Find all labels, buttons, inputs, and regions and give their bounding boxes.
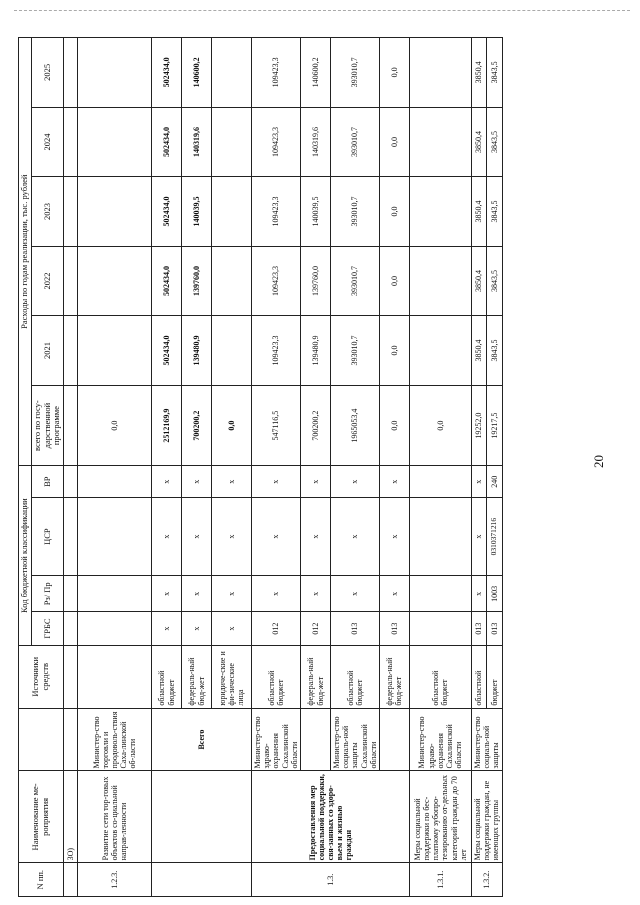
col-csr: ЦСР	[31, 497, 63, 575]
table-row: федераль-ный бюд-жет x x x x 700200,2 139480,9 139760,0 140039,5 140319,6 140600,2	[182, 38, 212, 897]
table-row	[64, 38, 78, 897]
header-row-1	[19, 38, 32, 897]
row-num: 1.3.1.	[409, 863, 471, 897]
row-source: федераль-ный бюд-жет	[301, 645, 331, 708]
page-number: 20	[591, 455, 606, 468]
row-total: 0,0	[409, 385, 471, 466]
row-num: 1.3.2.	[471, 863, 502, 897]
col-year: 2025	[31, 38, 63, 108]
total-label: Всего	[152, 708, 252, 771]
cell	[64, 863, 78, 897]
row-executor: Министер-ство социаль-ной защиты Сахалинской области	[331, 708, 380, 771]
col-name: Наименование ме-роприятия	[19, 771, 64, 863]
table-row: 1.3.2. Меры социальной поддержки граждан, не имеющих группы Министер-ство социаль-ной защиты областной 013 x x x 19252,0 3850,4 3850,4 3850,4 3850,4 3850,4	[471, 38, 486, 897]
col-sources: Источники средств	[19, 645, 64, 708]
table-row: юридиче-ские и фи-зические лица x x x x 0,0	[212, 38, 252, 897]
col-rzpr: Рз/ Пр	[31, 576, 63, 612]
row-name: Меры социальной поддержки по бес-платному зубопро-тезированию от-дельных категорий граждан до 70 лет	[409, 771, 471, 863]
table-row: бюджет 013 1003 0310371216 240 19217,5 3843,5 3843,5 3843,5 3843,5 3843,5	[487, 38, 502, 897]
col-vr: ВР	[31, 466, 63, 497]
row-total: 0,0	[78, 385, 152, 466]
row-source: областной бюджет	[252, 645, 301, 708]
col-grbs: ГРБС	[31, 612, 63, 646]
col-year: 2024	[31, 107, 63, 177]
row-source: областной бюджет	[409, 645, 471, 708]
row-source: федераль-ный бюд-жет	[182, 645, 212, 708]
row-source: федераль-ный бюд-жет	[379, 645, 409, 708]
row-num: 1.3.	[252, 863, 410, 897]
col-year: 2022	[31, 246, 63, 316]
table-row: федераль-ный бюд-жет 012 x x x 700200,2 139480,9 139760,0 140039,5 140319,6 140600,2	[301, 38, 331, 897]
table-row: Министер-ство социаль-ной защиты Сахалинской области областной бюджет 013 x x x 1965053,4 393010,7 393010,7 393010,7 393010,7 393010,7	[331, 38, 380, 897]
row-source: областной	[471, 645, 486, 708]
row-source: бюджет	[487, 645, 502, 708]
col-executor	[19, 708, 64, 771]
col-year: 2023	[31, 177, 63, 247]
row-source: юридиче-ские и фи-зические лица	[212, 645, 252, 708]
row-executor: Министер-ство здраво-охранения Сахалинской области	[252, 708, 301, 771]
row-source: областной бюджет	[152, 645, 182, 708]
row-executor: Министер-ство торговли и продоволь-ствия Саха-линской об-ласти	[78, 708, 152, 771]
row-name: Предоставления мер социальной поддержки, свя-занных со здоро-вьем и жизнью граждан	[252, 771, 410, 863]
row-name: Развитие сети тор-говых объектов со-циальной направ-ленности	[78, 771, 152, 863]
table-row	[409, 38, 471, 897]
row-name: Меры социальной поддержки граждан, не имеющих группы	[471, 771, 502, 863]
col-year: 2021	[31, 316, 63, 386]
col-total: всего по госу-дарственной программе	[31, 385, 63, 466]
table-row: 1.3. Предоставления мер социальной поддержки, свя-занных со здоро-вьем и жизнью граждан Министер-ство здраво-охранения Сахалинской области областной бюджет 012 x x x 547116,5 109423,3 109423,3 109423,3 109423,3 109423,3	[252, 38, 301, 897]
table-row: Всего областной бюджет x x x x 2512169,9 502434,0 502434,0 502434,0 502434,0 502434,0	[152, 38, 182, 897]
row-executor: Министер-ство здраво-охранения Сахалинской области	[409, 708, 471, 771]
row-source: областной бюджет	[331, 645, 380, 708]
col-num: N пп.	[19, 863, 64, 897]
cell: ЗО)	[64, 771, 78, 863]
table-row: федераль-ный бюд-жет 013 x x x 0,0 0,0 0,0 0,0 0,0 0,0	[379, 38, 409, 897]
budget-table	[18, 37, 503, 897]
table-row	[78, 38, 152, 897]
col-code-group: Код бюджетной классификации	[19, 466, 32, 645]
row-executor: Министер-ство социаль-ной защиты	[471, 708, 502, 771]
col-expenses-group: Расходы по годам реализации, тыс. рублей	[19, 38, 32, 466]
row-num: 1.2.3.	[78, 863, 152, 897]
